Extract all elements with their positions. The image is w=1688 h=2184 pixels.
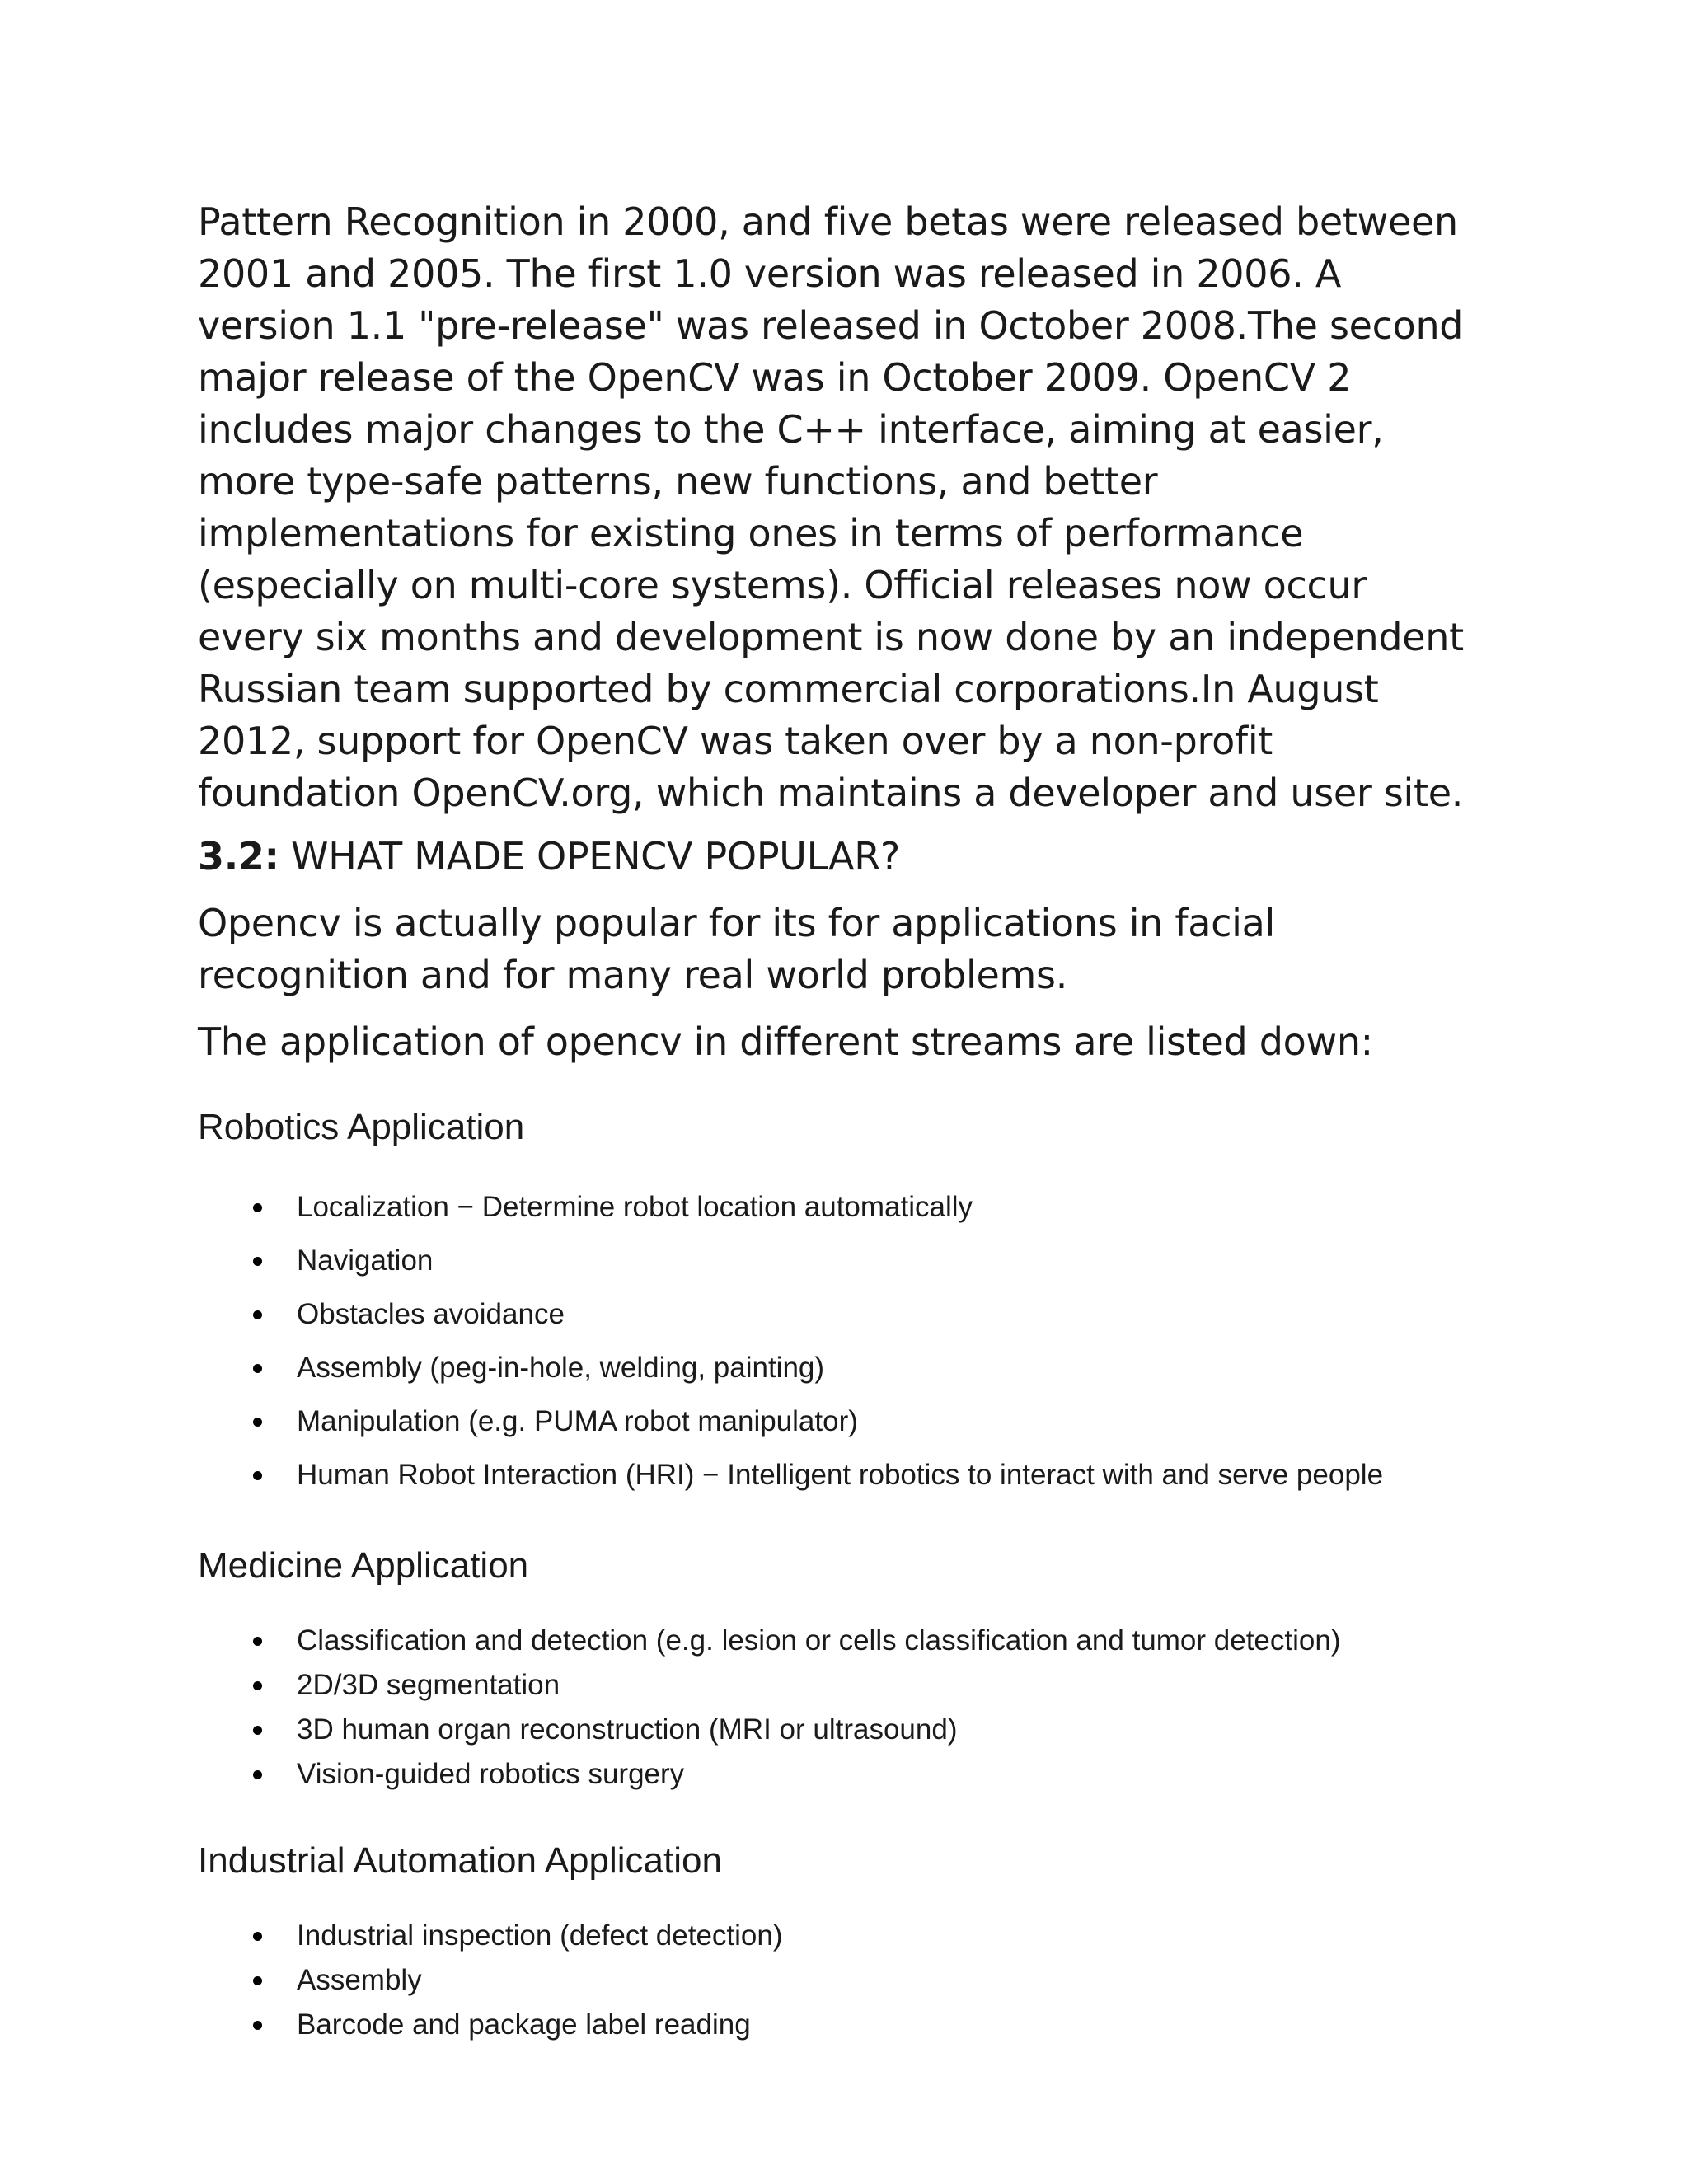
list-item-text: Human Robot Interaction (HRI) − Intelligent robotics to interact with and serve people	[297, 1459, 1384, 1491]
bullet-icon	[253, 2021, 262, 2030]
medicine-heading: Medicine Application	[198, 1545, 529, 1586]
industrial-heading: Industrial Automation Application	[198, 1840, 722, 1881]
list-item	[198, 1394, 1484, 1448]
bullet-icon	[253, 1471, 262, 1480]
bullet-icon	[253, 1637, 262, 1646]
list-item-text: Localization − Determine robot location automatically	[297, 1191, 973, 1223]
list-item-text: 3D human organ reconstruction (MRI or ultrasound)	[297, 1713, 958, 1746]
bullet-icon	[253, 1770, 262, 1779]
list-item	[198, 1341, 1484, 1394]
section-title: WHAT MADE OPENCV POPULAR?	[279, 834, 900, 879]
bullet-icon	[253, 1364, 262, 1373]
robotics-list	[198, 1180, 1484, 1502]
bullet-icon	[253, 1310, 262, 1319]
document-page	[198, 196, 1484, 2047]
robotics-heading: Robotics Application	[198, 1107, 525, 1147]
intro-paragraph: Pattern Recognition in 2000, and five betas were released between 2001 and 2005. The first 1.0 version was released in 2006. A version 1.1 "pre-release" was released in October 2008.The second major release of the OpenCV was in October 2009. OpenCV 2 includes major changes to the C++ interface, aiming at easier, more type-safe patterns, new functions, and better implementations for existing ones in terms of performance (especially on multi-core systems). Official releases now occur every six months and development is now done by an independent Russian team supported by commercial corporations.In August 2012, support for OpenCV was taken over by a non-profit foundation OpenCV.org, which maintains a developer and user site.	[198, 199, 1464, 815]
list-item-text: Assembly	[297, 1964, 422, 1996]
bullet-icon	[253, 1681, 262, 1690]
list-item	[198, 1663, 1484, 1708]
bullet-icon	[253, 1726, 262, 1735]
list-item-text: Industrial inspection (defect detection)	[297, 1919, 783, 1952]
list-item	[198, 1448, 1484, 1502]
medicine-list	[198, 1619, 1484, 1797]
list-item-text: Manipulation (e.g. PUMA robot manipulator)	[297, 1405, 858, 1437]
list-item-text: Obstacles avoidance	[297, 1298, 565, 1330]
list-item-text: Navigation	[297, 1244, 434, 1277]
list-item-text: Classification and detection (e.g. lesion or cells classification and tumor detection)	[297, 1624, 1341, 1657]
list-item	[198, 1708, 1484, 1752]
list-item	[198, 1287, 1484, 1341]
list-item	[198, 1619, 1484, 1663]
bullet-icon	[253, 1203, 262, 1212]
popular-paragraph: Opencv is actually popular for its for applications in facial recognition and for many real world problems.	[198, 901, 1275, 997]
list-item	[198, 2003, 1484, 2047]
list-item-text: Assembly (peg-in-hole, welding, painting)	[297, 1352, 825, 1384]
section-heading	[198, 831, 1484, 883]
bullet-icon	[253, 1932, 262, 1941]
bullet-icon	[253, 1257, 262, 1266]
bullet-icon	[253, 1418, 262, 1427]
list-item	[198, 1180, 1484, 1234]
list-item	[198, 1914, 1484, 1958]
streams-paragraph: The application of opencv in different streams are listed down:	[198, 1019, 1373, 1064]
list-item-text: Vision-guided robotics surgery	[297, 1758, 685, 1790]
list-item	[198, 1958, 1484, 2003]
list-item	[198, 1752, 1484, 1797]
bullet-icon	[253, 1976, 262, 1985]
list-item	[198, 1234, 1484, 1287]
list-item-text: 2D/3D segmentation	[297, 1669, 560, 1701]
industrial-list	[198, 1914, 1484, 2047]
list-item-text: Barcode and package label reading	[297, 2008, 751, 2041]
section-number: 3.2:	[198, 834, 279, 879]
